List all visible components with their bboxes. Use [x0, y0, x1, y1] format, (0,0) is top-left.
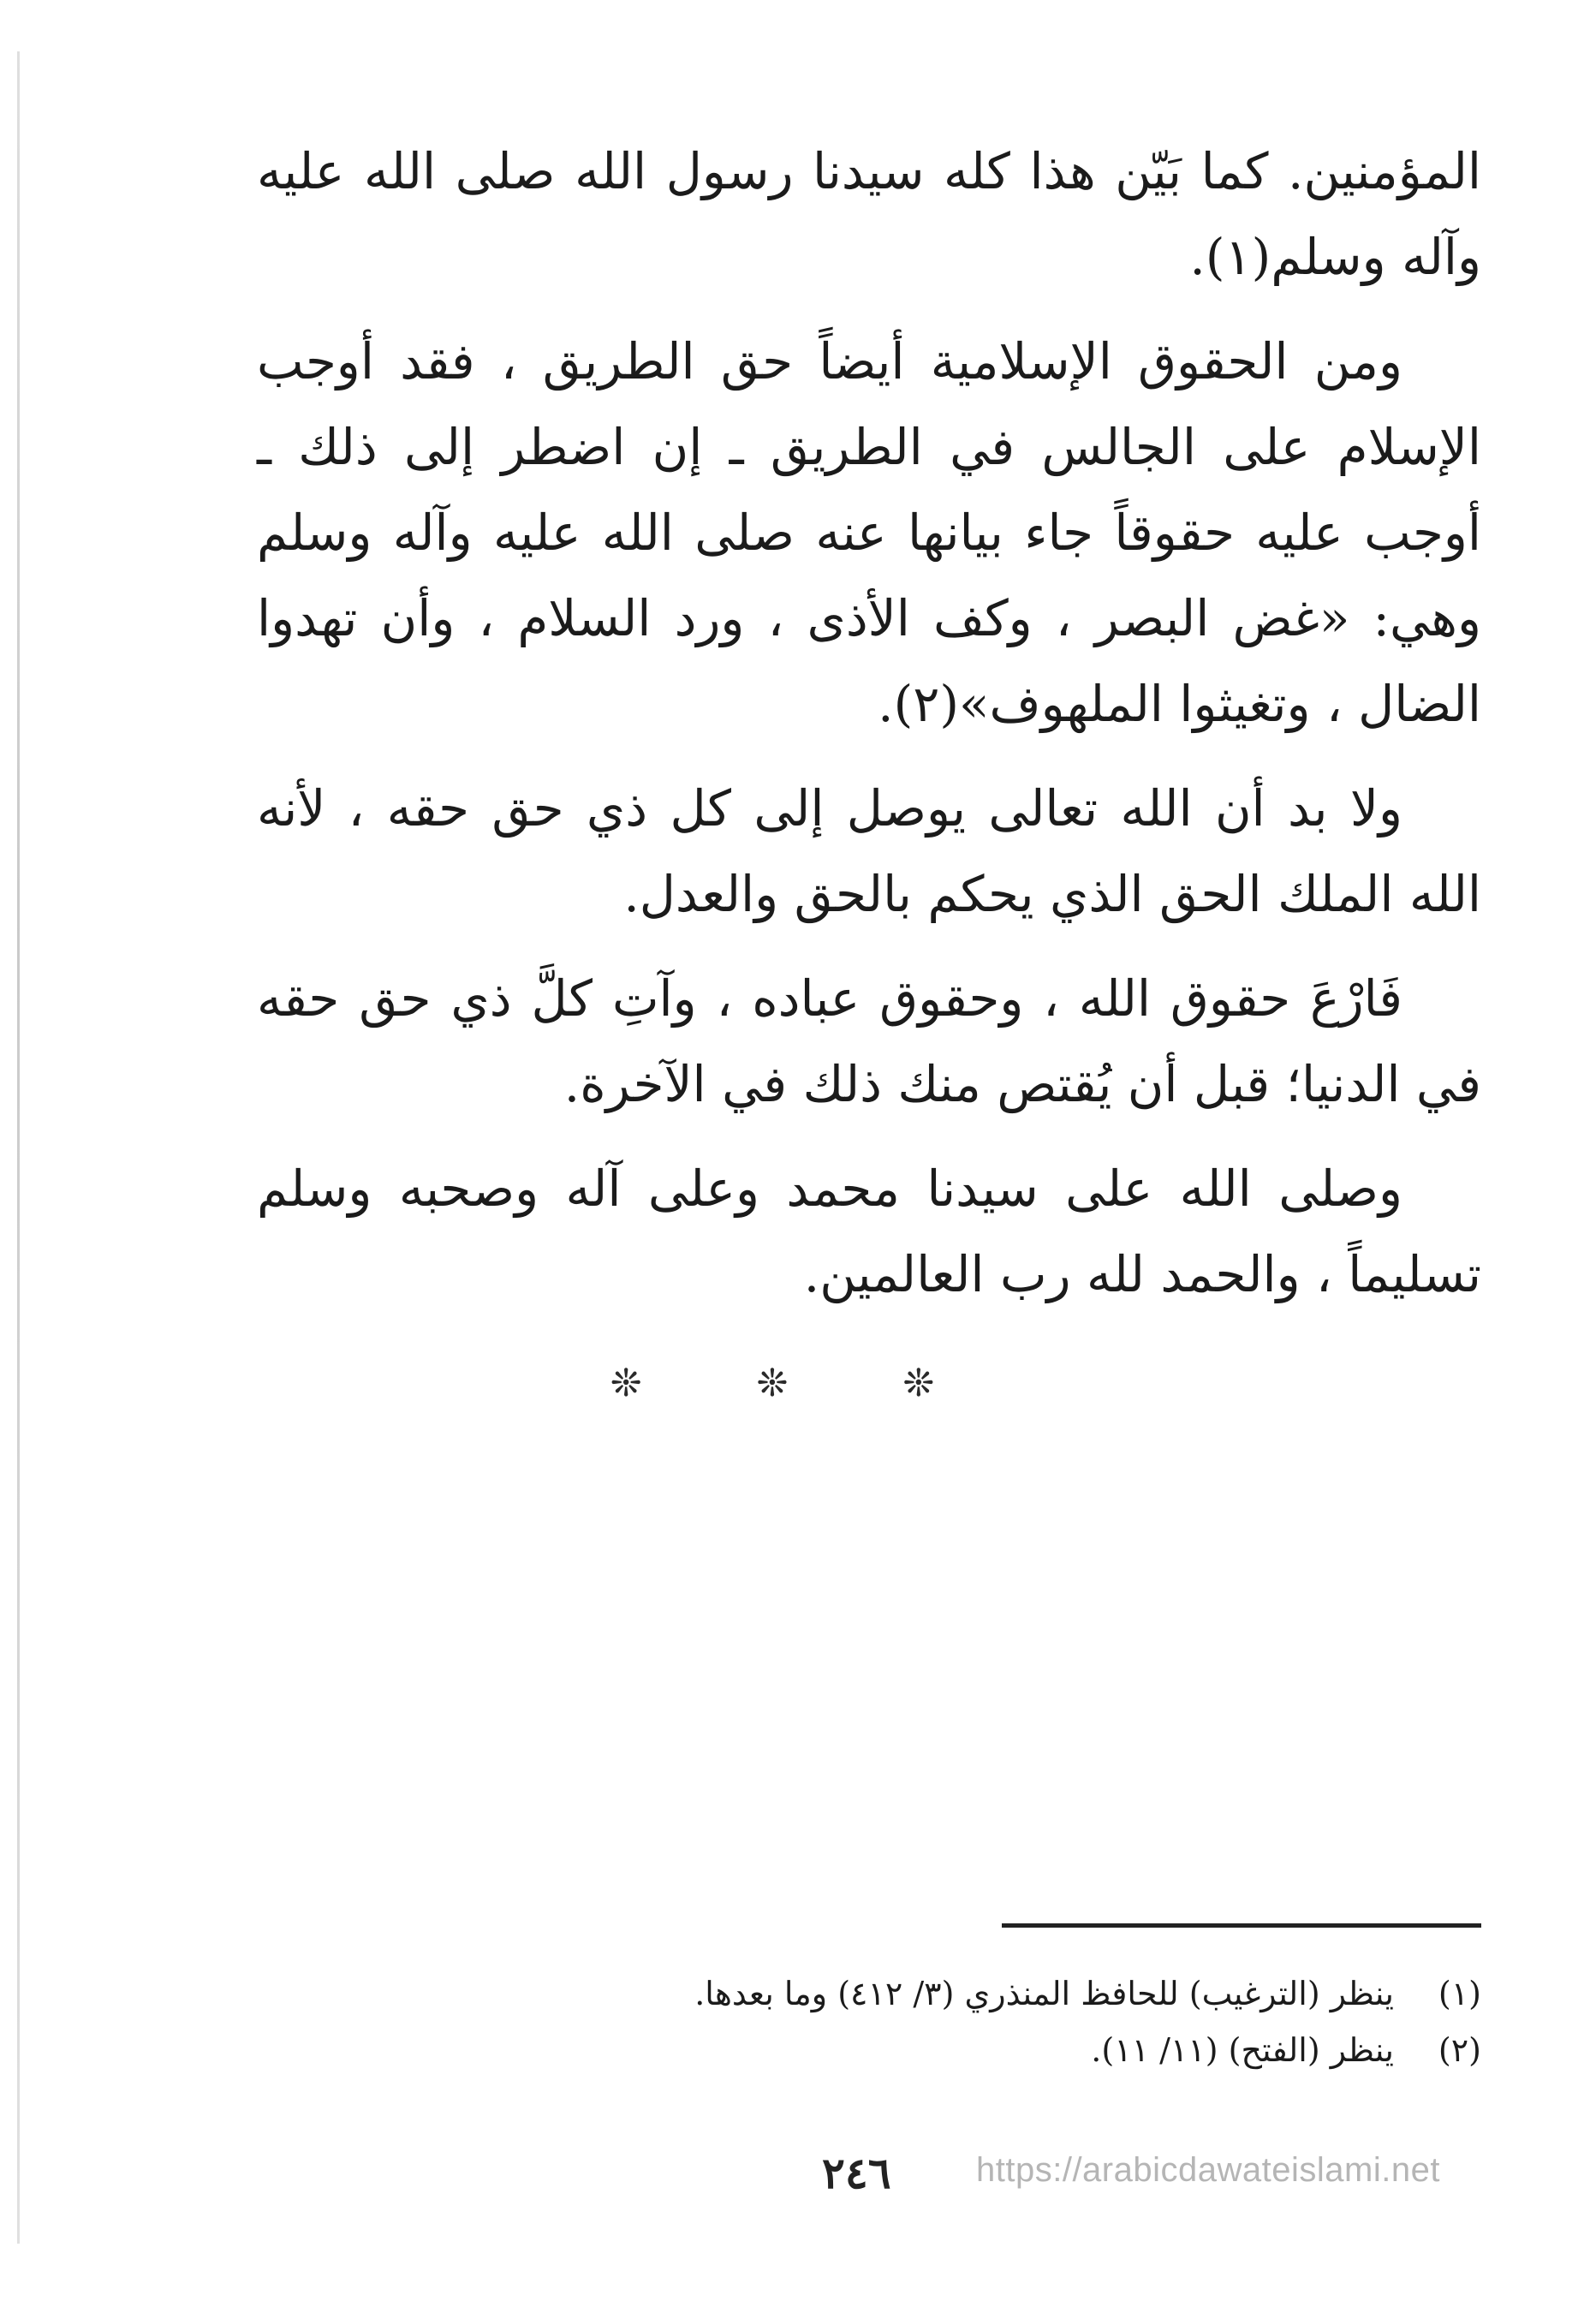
footnote-1-number: (١) [1438, 1975, 1481, 2012]
footnote-divider [1002, 1923, 1481, 1928]
page-body [257, 128, 1481, 1336]
footnote-2-number: (٢) [1438, 2031, 1481, 2069]
scan-edge-artifact [17, 51, 20, 2244]
paragraph-4: فَارْعَ حقوق الله ، وحقوق عباده ، وآتِ كلَّ ذي حق حقه في الدنيا؛ قبل أن يُقتص منك ذلك في الآخرة. [257, 969, 1481, 1113]
page-number: ٢٤٦ [822, 2148, 891, 2198]
paragraph-2: ومن الحقوق الإسلامية أيضاً حق الطريق ، فقد أوجب الإسلام على الجالس في الطريق ـ إن اضطر إلى ذلك ـ أوجب عليه حقوقاً جاء بيانها عنه صلى الله عليه وآله وسلم وهي: «غض البصر ، وكف الأذى ، ورد السلام ، وأن تهدوا الضال ، وتغيثوا الملهوف»(٢). [257, 332, 1481, 733]
footnote-2-text: ينظر (الفتح) (١١/ ١١). [1091, 2031, 1394, 2069]
paragraph-5: وصلى الله على سيدنا محمد وعلى آله وصحبه وسلم تسليماً ، والحمد لله رب العالمين. [257, 1159, 1481, 1303]
footnote-1-text: ينظر (الترغيب) للحافظ المنذري (٣/ ٤١٢) وما بعدها. [694, 1975, 1394, 2012]
paragraph-3: ولا بد أن الله تعالى يوصل إلى كل ذي حق حقه ، لأنه الله الملك الحق الذي يحكم بالحق والعدل. [257, 779, 1481, 923]
footnote-1 [514, 1965, 1481, 2022]
footnotes [514, 1965, 1481, 2078]
footnote-2 [514, 2022, 1481, 2078]
paragraph-1: المؤمنين. كما بَيّن هذا كله سيدنا رسول الله صلى الله عليه وآله وسلم(١). [257, 142, 1481, 286]
section-separator: ❊ ❊ ❊ [610, 1362, 986, 1405]
watermark-url: https://arabicdawateislami.net [976, 2151, 1440, 2189]
